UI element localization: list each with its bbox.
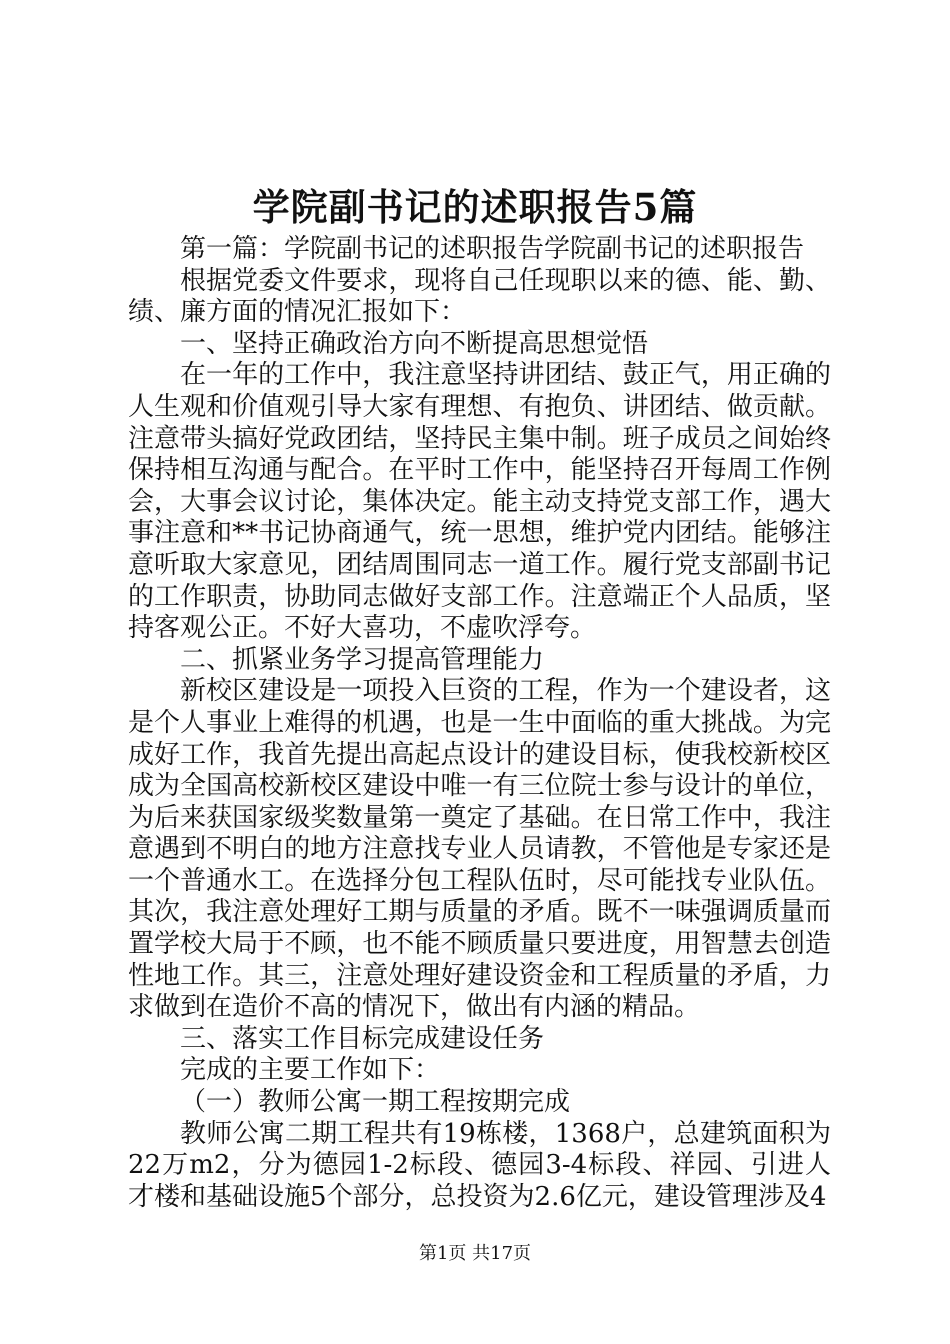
paragraph-part-heading: 第一篇：学院副书记的述职报告学院副书记的述职报告 <box>180 234 805 264</box>
paragraph-intro: 根据党委文件要求，现将自己任现职以来的德、能、勤、绩、廉方面的情况汇报如下： <box>128 265 831 328</box>
paragraph-main-work: 完成的主要工作如下： <box>180 1055 441 1086</box>
paragraph-teacher-apartment: 教师公寓二期工程共有19栋楼，1368户，总建筑面积为22万m2，分为德园1-2标段、德园3-4标段、祥园、引进人才楼和基础设施5个部分，总投资为2.6亿元，建设管理涉及4 <box>128 1118 831 1212</box>
subsection-heading-1: （一）教师公寓一期工程按期完成 <box>180 1087 571 1118</box>
document-body <box>128 234 831 1213</box>
page-number-footer: 第1页 共17页 <box>418 1243 532 1264</box>
section-heading-2: 二、抓紧业务学习提高管理能力 <box>180 644 545 675</box>
paragraph-section-1: 在一年的工作中，我注意坚持讲团结、鼓正气，用正确的人生观和价值观引导大家有理想、有抱负、讲团结、做贡献。注意带头搞好党政团结，坚持民主集中制。班子成员之间始终保持相互沟通与配合。在平时工作中，能坚持召开每周工作例会，大事会议讨论，集体决定。能主动支持党支部工作，遇大事注意和**书记协商通气，统一思想，维护党内团结。能够注意听取大家意见，团结周围同志一道工作。履行党支部副书记的工作职责，协助同志做好支部工作。注意端正个人品质，坚持客观公正。不好大喜功，不虚吹浮夸。 <box>128 360 831 644</box>
section-heading-3: 三、落实工作目标完成建设任务 <box>180 1023 545 1054</box>
document-title: 学院副书记的述职报告5篇 <box>252 185 698 229</box>
section-heading-1: 一、坚持正确政治方向不断提高思想觉悟 <box>180 328 649 359</box>
paragraph-section-2: 新校区建设是一项投入巨资的工程，作为一个建设者，这是个人事业上难得的机遇，也是一生中面临的重大挑战。为完成好工作，我首先提出高起点设计的建设目标，使我校新校区成为全国高校新校区建设中唯一有三位院士参与设计的单位，为后来获国家级奖数量第一奠定了基础。在日常工作中，我注意遇到不明白的地方注意找专业人员请教，不管他是专家还是一个普通水工。在选择分包工程队伍时，尽可能找专业队伍。其次，我注意处理好工期与质量的矛盾。既不一味强调质量而置学校大局于不顾，也不能不顾质量只要进度，用智慧去创造性地工作。其三，注意处理好建设资金和工程质量的矛盾，力求做到在造价不高的情况下，做出有内涵的精品。 <box>128 676 831 1023</box>
